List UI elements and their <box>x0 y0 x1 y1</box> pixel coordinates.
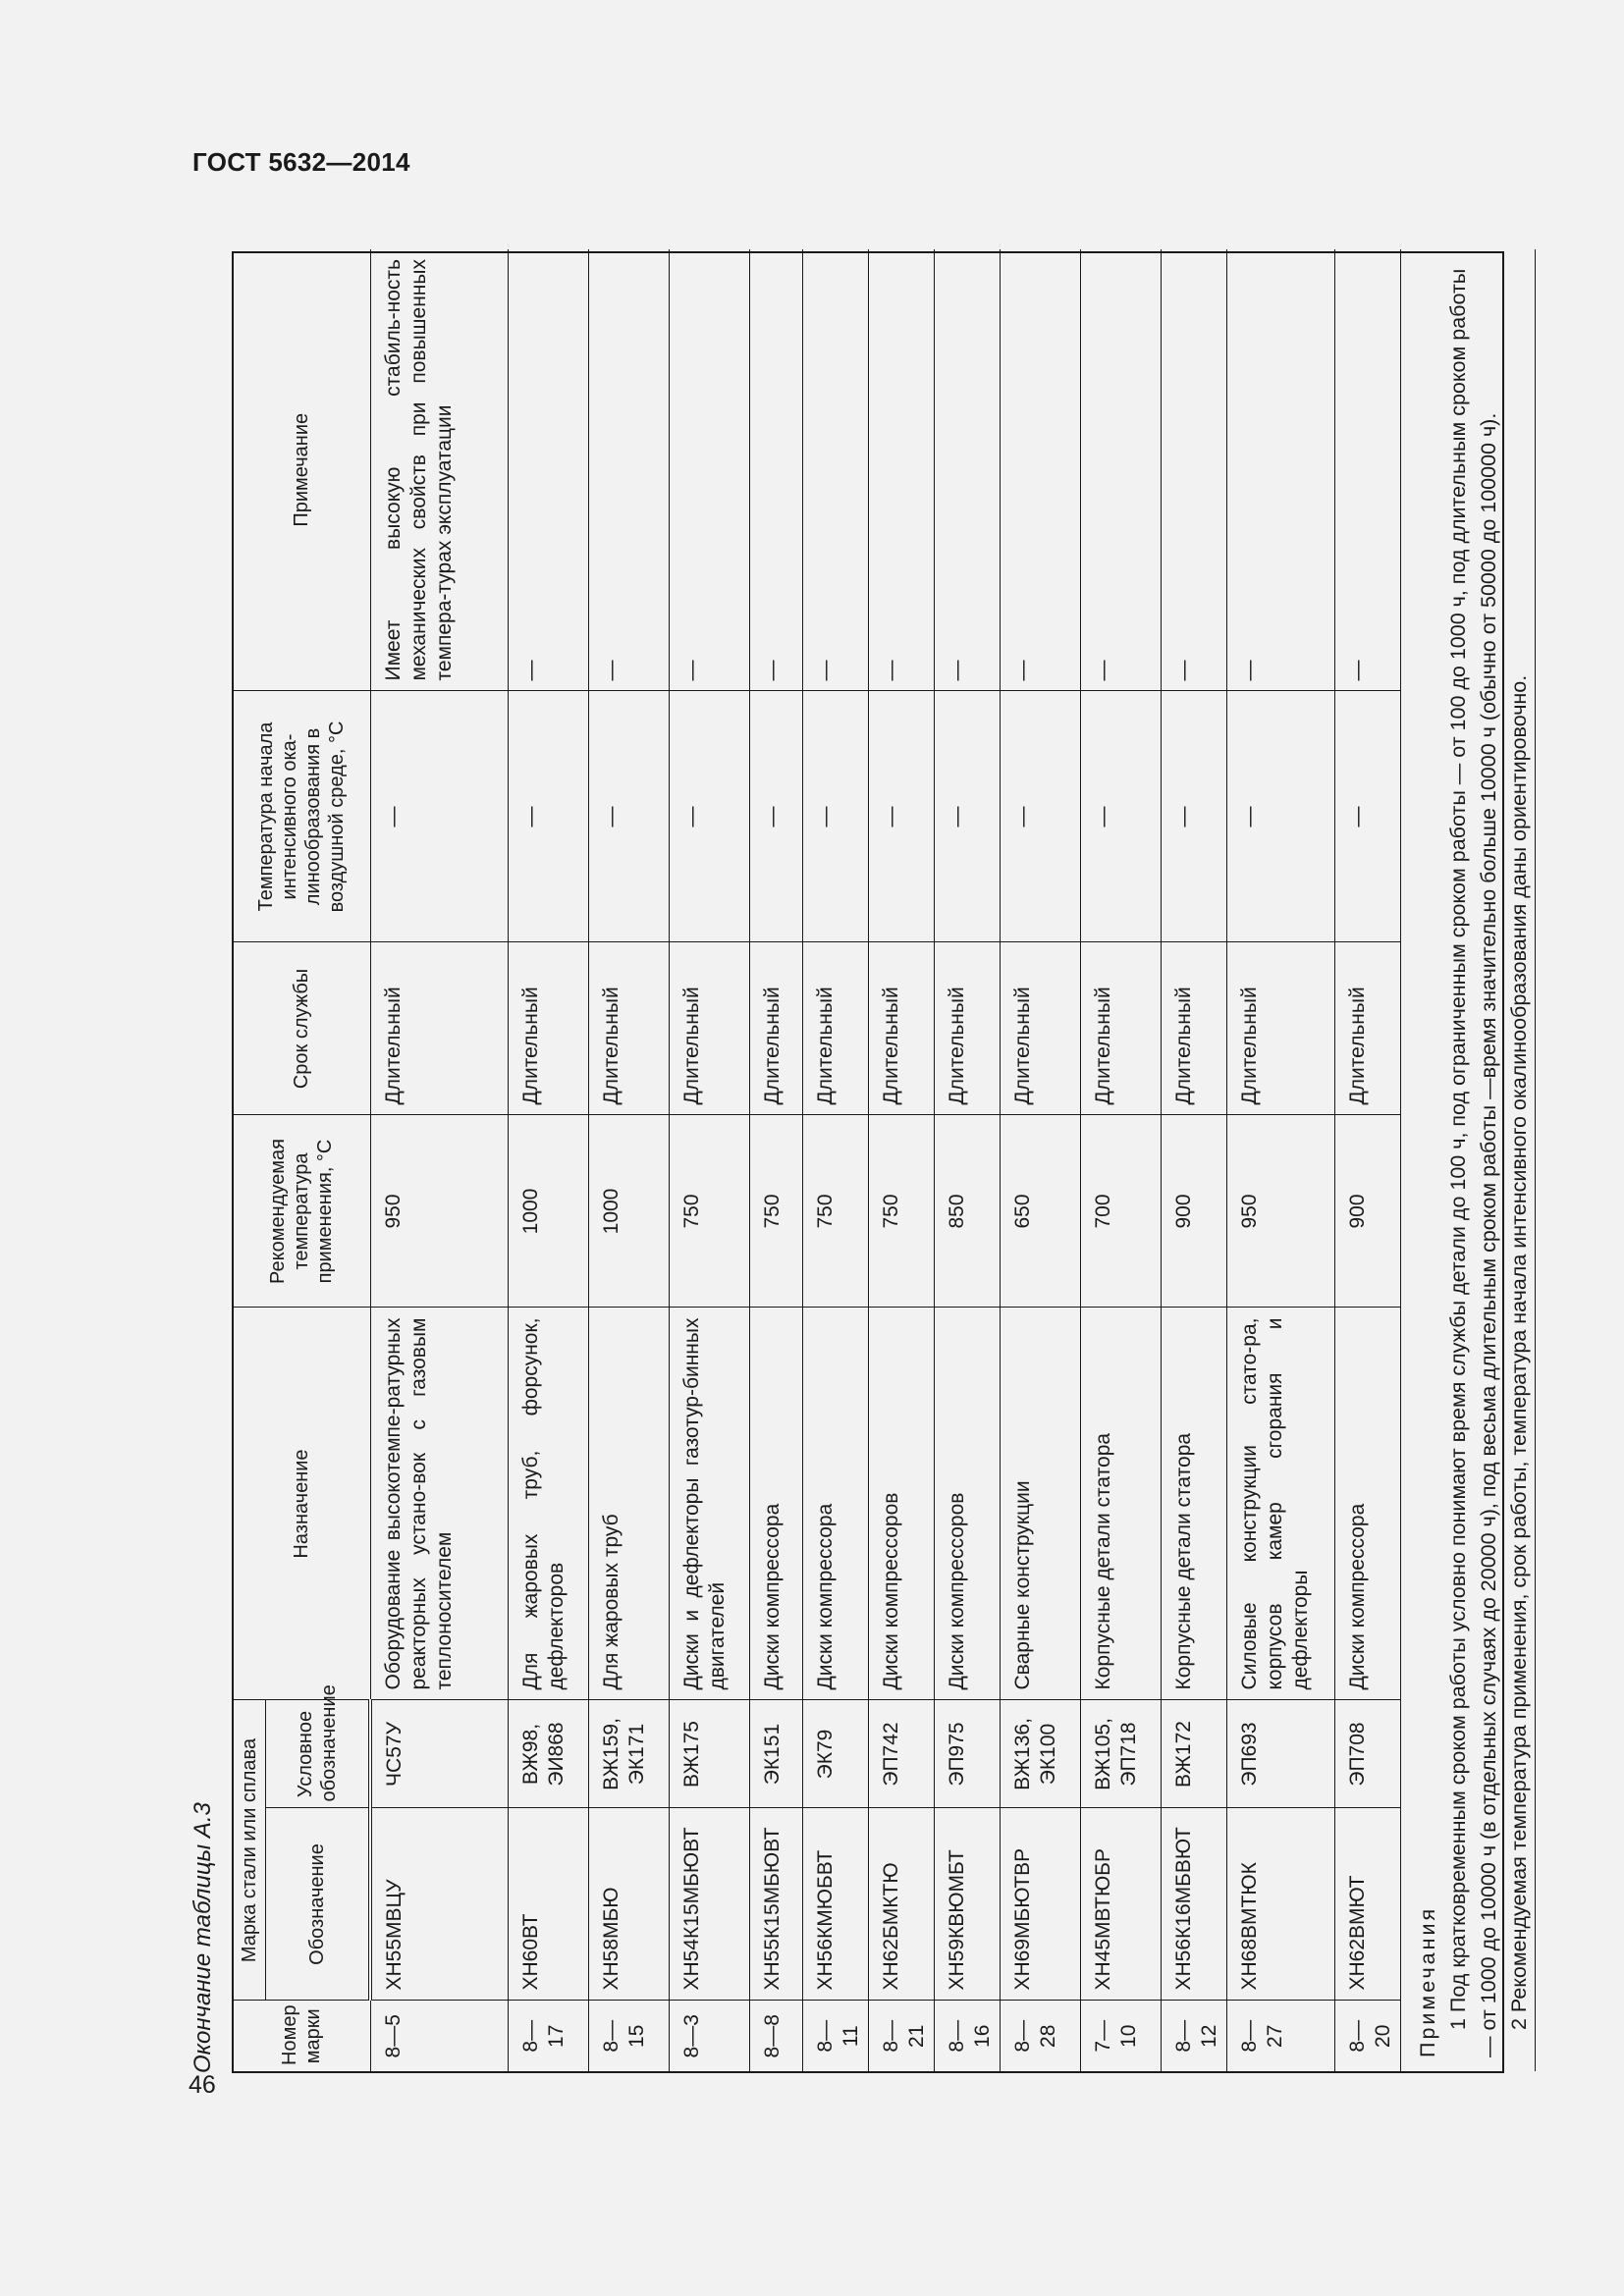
cell-conventional: ЭК151 <box>749 1700 802 1808</box>
cell-purpose: Сварные конструкции <box>1000 1308 1080 1700</box>
cell-number: 8—16 <box>934 2001 1000 2071</box>
cell-purpose: Оборудование высокотемпе-ратурных реакторных устано-вок с газовым теплоносителем <box>370 1308 508 1700</box>
cell-purpose: Диски компрессоров <box>868 1308 934 1700</box>
cell-scaling-temp: — <box>1080 691 1161 942</box>
cell-purpose: Для жаровых труб, форсунок, дефлекторов <box>508 1308 588 1700</box>
cell-designation: ХН45МВТЮБР <box>1080 1808 1161 2001</box>
cell-designation: ХН62ВМЮТ <box>1334 1808 1400 2001</box>
header-service-life: Срок службы <box>234 942 370 1115</box>
table-caption: Окончание таблицы А.3 <box>189 1802 216 2073</box>
cell-recommended-temp: 750 <box>802 1115 868 1308</box>
cell-note: — <box>1161 249 1226 691</box>
header-scaling-temp: Температура начала интенсивного ока-линообразования в воздушной среде, °С <box>234 691 370 942</box>
cell-service-life: Длительный <box>588 942 669 1115</box>
cell-conventional: ВЖ159, ЭК171 <box>588 1700 669 1808</box>
cell-note: — <box>1226 249 1334 691</box>
cell-note: — <box>1080 249 1161 691</box>
cell-recommended-temp: 650 <box>1000 1115 1080 1308</box>
cell-service-life: Длительный <box>669 942 749 1115</box>
cell-scaling-temp: — <box>1000 691 1080 942</box>
cell-number: 8—15 <box>588 2001 669 2071</box>
cell-number: 7—10 <box>1080 2001 1161 2071</box>
cell-scaling-temp: — <box>370 691 508 942</box>
cell-designation: ХН56К16МБВЮТ <box>1161 1808 1226 2001</box>
cell-conventional: ЭП693 <box>1226 1700 1334 1808</box>
header-note: Примечание <box>234 249 370 691</box>
table-body <box>370 249 1400 2071</box>
table-row <box>1161 249 1226 2071</box>
cell-purpose: Диски и дефлекторы газотур-бинных двигателей <box>669 1308 749 1700</box>
cell-recommended-temp: 900 <box>1161 1115 1226 1308</box>
cell-number: 8—27 <box>1226 2001 1334 2071</box>
cell-number: 8—28 <box>1000 2001 1080 2071</box>
cell-conventional: ЭП975 <box>934 1700 1000 1808</box>
header-grade-group: Марка стали или сплава <box>234 1700 266 2001</box>
cell-scaling-temp: — <box>1334 691 1400 942</box>
cell-recommended-temp: 750 <box>868 1115 934 1308</box>
cell-designation: ХН60ВТ <box>508 1808 588 2001</box>
cell-designation: ХН69МБЮТВР <box>1000 1808 1080 2001</box>
cell-recommended-temp: 1000 <box>508 1115 588 1308</box>
cell-service-life: Длительный <box>508 942 588 1115</box>
cell-purpose: Диски компрессора <box>802 1308 868 1700</box>
cell-note: Имеет высокую стабиль-ность механических свойств при повышенных темпера-турах эксплуатации <box>370 249 508 691</box>
note-item-2: 2 Рекомендуемая температура применения, срок работы, температура начала интенсивного окалинообразования даны ориентировочно. <box>1506 674 1531 2030</box>
cell-purpose: Корпусные детали статора <box>1161 1308 1226 1700</box>
notes-row <box>1400 249 1535 2071</box>
notes-block <box>1401 249 1535 2071</box>
table-row <box>508 249 588 2071</box>
cell-service-life: Длительный <box>1161 942 1226 1115</box>
cell-number: 8—17 <box>508 2001 588 2071</box>
cell-recommended-temp: 700 <box>1080 1115 1161 1308</box>
cell-scaling-temp: — <box>802 691 868 942</box>
notes-cell <box>1400 249 1535 2071</box>
cell-note: — <box>802 249 868 691</box>
cell-purpose: Для жаровых труб <box>588 1308 669 1700</box>
table-row <box>802 249 868 2071</box>
cell-service-life: Длительный <box>934 942 1000 1115</box>
cell-service-life: Длительный <box>802 942 868 1115</box>
cell-designation: ХН59КВЮМБТ <box>934 1808 1000 2001</box>
cell-purpose: Корпусные детали статора <box>1080 1308 1161 1700</box>
table-row <box>370 249 508 2071</box>
cell-service-life: Длительный <box>1080 942 1161 1115</box>
cell-conventional: ЭП708 <box>1334 1700 1400 1808</box>
cell-number: 8—12 <box>1161 2001 1226 2071</box>
cell-note: — <box>1000 249 1080 691</box>
cell-service-life: Длительный <box>1226 942 1334 1115</box>
table-row <box>1000 249 1080 2071</box>
table-row <box>868 249 934 2071</box>
cell-recommended-temp: 950 <box>1226 1115 1334 1308</box>
cell-scaling-temp: — <box>669 691 749 942</box>
table-row <box>1334 249 1400 2071</box>
cell-designation: ХН68ВМТЮК <box>1226 1808 1334 2001</box>
header-recommended-temp: Рекомендуемая температура применения, °С <box>234 1115 370 1308</box>
cell-designation: ХН62БМКТЮ <box>868 1808 934 2001</box>
cell-purpose: Диски компрессоров <box>934 1308 1000 1700</box>
rotated-table-block <box>177 247 1531 2073</box>
cell-designation: ХН55МВЦУ <box>370 1808 508 2001</box>
cell-recommended-temp: 900 <box>1334 1115 1400 1308</box>
cell-number: 8—11 <box>802 2001 868 2071</box>
header-row-1 <box>234 249 266 2071</box>
cell-note: — <box>934 249 1000 691</box>
table-row <box>1080 249 1161 2071</box>
cell-number: 8—8 <box>749 2001 802 2071</box>
cell-conventional: ВЖ136, ЭК100 <box>1000 1700 1080 1808</box>
cell-number: 8—21 <box>868 2001 934 2071</box>
cell-note: — <box>1334 249 1400 691</box>
cell-conventional: ВЖ175 <box>669 1700 749 1808</box>
cell-service-life: Длительный <box>370 942 508 1115</box>
cell-recommended-temp: 950 <box>370 1115 508 1308</box>
table-frame <box>232 251 1531 2073</box>
cell-note: — <box>508 249 588 691</box>
cell-recommended-temp: 850 <box>934 1115 1000 1308</box>
cell-conventional: ВЖ172 <box>1161 1700 1226 1808</box>
cell-conventional: ВЖ98, ЭИ868 <box>508 1700 588 1808</box>
cell-conventional: ЭК79 <box>802 1700 868 1808</box>
cell-service-life: Длительный <box>1000 942 1080 1115</box>
note-item-1: 1 Под кратковременным сроком работы условно понимают время службы детали до 100 ч, под ограниченным сроком работы — от 100 до 1000 ч, под длительным сроком работы— от 1000 до 10000 ч (в отдельных случаях до 20000 ч), под весьма длительным сроком работы —время значительно больше 10000 ч (обычно от 50000 до 100000 ч). <box>1445 268 1500 2057</box>
cell-scaling-temp: — <box>868 691 934 942</box>
cell-designation: ХН54К15МБЮВТ <box>669 1808 749 2001</box>
cell-service-life: Длительный <box>1334 942 1400 1115</box>
cell-conventional: ВЖ105, ЭП718 <box>1080 1700 1161 1808</box>
header-number: Номер марки <box>234 2001 370 2071</box>
cell-recommended-temp: 750 <box>669 1115 749 1308</box>
alloys-table <box>234 249 1536 2071</box>
header-conventional: Условное обозначение <box>266 1700 371 1808</box>
cell-scaling-temp: — <box>934 691 1000 942</box>
cell-conventional: ЧС57У <box>370 1700 508 1808</box>
cell-scaling-temp: — <box>508 691 588 942</box>
cell-recommended-temp: 1000 <box>588 1115 669 1308</box>
cell-note: — <box>868 249 934 691</box>
cell-number: 8—20 <box>1334 2001 1400 2071</box>
header-purpose: Назначение <box>234 1308 370 1700</box>
table-row <box>1226 249 1334 2071</box>
cell-designation: ХН56КМЮБВТ <box>802 1808 868 2001</box>
cell-designation: ХН58МБЮ <box>588 1808 669 2001</box>
cell-note: — <box>588 249 669 691</box>
cell-purpose: Силовые конструкции стато-ра, корпусов камер сгорания и дефлекторы <box>1226 1308 1334 1700</box>
cell-scaling-temp: — <box>1226 691 1334 942</box>
cell-purpose: Диски компрессора <box>1334 1308 1400 1700</box>
cell-note: — <box>669 249 749 691</box>
cell-scaling-temp: — <box>1161 691 1226 942</box>
cell-number: 8—3 <box>669 2001 749 2071</box>
header-designation: Обозначение <box>266 1808 371 2001</box>
cell-note: — <box>749 249 802 691</box>
table-row <box>934 249 1000 2071</box>
cell-recommended-temp: 750 <box>749 1115 802 1308</box>
table-row <box>669 249 749 2071</box>
table-row <box>749 249 802 2071</box>
cell-number: 8—5 <box>370 2001 508 2071</box>
cell-service-life: Длительный <box>868 942 934 1115</box>
document-header: ГОСТ 5632—2014 <box>192 147 410 177</box>
page-number: 46 <box>189 2071 216 2099</box>
cell-conventional: ЭП742 <box>868 1700 934 1808</box>
cell-scaling-temp: — <box>588 691 669 942</box>
cell-service-life: Длительный <box>749 942 802 1115</box>
cell-designation: ХН55К15МБЮВТ <box>749 1808 802 2001</box>
cell-scaling-temp: — <box>749 691 802 942</box>
table-row <box>588 249 669 2071</box>
cell-purpose: Диски компрессора <box>749 1308 802 1700</box>
notes-title: Примечания <box>1415 1905 1439 2057</box>
